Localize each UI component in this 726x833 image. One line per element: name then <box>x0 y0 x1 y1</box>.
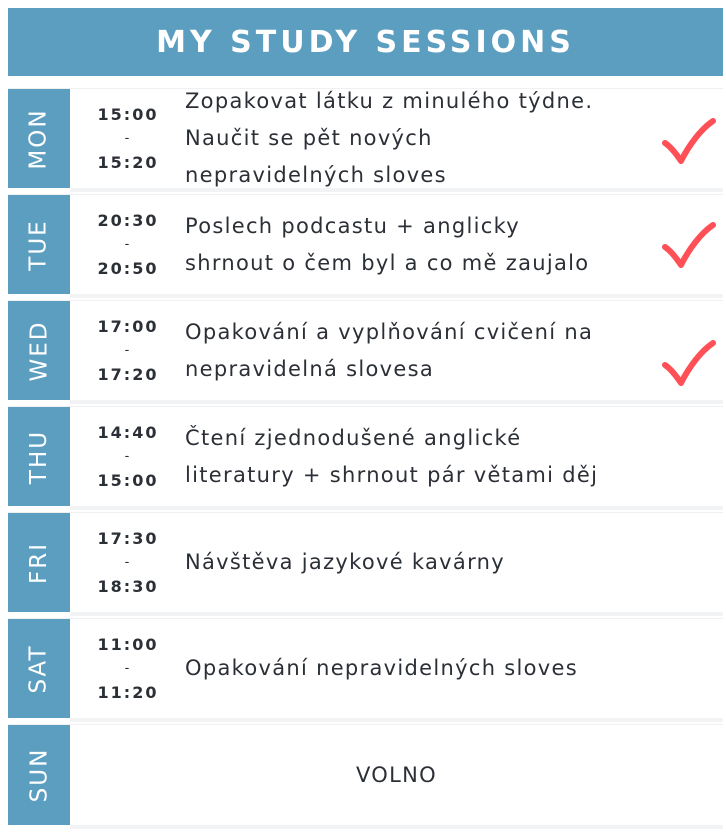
day-cell-tue <box>8 195 70 294</box>
task-text: Zopakovat látku z minulého týdne. Naučit se pět nových nepravidelných sloves <box>185 89 594 187</box>
end-time: 17:20 <box>97 365 159 384</box>
day-cell-sat <box>8 619 70 718</box>
day-label: TUE <box>25 218 52 271</box>
task-text: Opakování a vyplňování cvičení na nepravidelná slovesa <box>185 319 594 381</box>
session-row-sat <box>8 618 723 718</box>
day-label: MON <box>26 107 52 170</box>
start-time: 20:30 <box>97 211 159 230</box>
time-separator: - <box>124 343 132 358</box>
end-time: 18:30 <box>97 577 159 596</box>
time-range <box>80 195 176 294</box>
time-range <box>80 407 176 506</box>
time-range <box>80 89 176 188</box>
day-cell-fri <box>8 513 70 612</box>
session-row-wed <box>8 300 723 400</box>
start-time: 17:00 <box>97 317 159 336</box>
page-title: MY STUDY SESSIONS <box>156 24 575 60</box>
time-separator: - <box>124 449 132 464</box>
day-cell-sun <box>8 725 70 825</box>
task-text: Poslech podcastu + anglicky shrnout o čem byl a co mě zaujalo <box>185 213 590 275</box>
time-separator: - <box>124 131 132 146</box>
day-label: SUN <box>25 747 52 803</box>
day-label: FRI <box>26 541 52 584</box>
session-row-thu <box>8 406 723 506</box>
session-row-tue <box>8 194 723 294</box>
start-time: 15:00 <box>97 105 159 124</box>
time-separator: - <box>124 237 132 252</box>
day-cell-wed <box>8 301 70 400</box>
day-label: WED <box>25 320 52 381</box>
time-range <box>80 619 176 718</box>
page-header <box>8 8 723 76</box>
day-cell-mon <box>8 89 70 188</box>
start-time: 11:00 <box>97 635 159 654</box>
task-text: Čtení zjednodušené anglické literatury + shrnout pár větami děj <box>185 425 599 487</box>
time-separator: - <box>124 661 132 676</box>
time-range <box>80 301 176 400</box>
day-label: SAT <box>26 643 52 694</box>
check-mark-icon <box>661 339 717 387</box>
session-row-mon <box>8 88 723 188</box>
time-separator: - <box>124 555 132 570</box>
task-text: VOLNO <box>356 762 437 787</box>
day-cell-thu <box>8 407 70 506</box>
start-time: 17:30 <box>97 529 159 548</box>
session-row-sun <box>8 724 723 825</box>
check-mark-icon <box>661 221 717 269</box>
day-label: THU <box>26 429 52 484</box>
end-time: 11:20 <box>97 683 159 702</box>
session-row-fri <box>8 512 723 612</box>
check-mark-icon <box>661 117 717 165</box>
task-text: Opakování nepravidelných sloves <box>185 656 578 680</box>
end-time: 15:20 <box>97 153 159 172</box>
end-time: 20:50 <box>97 259 159 278</box>
task-text: Návštěva jazykové kavárny <box>185 550 505 574</box>
time-range <box>80 513 176 612</box>
start-time: 14:40 <box>97 423 159 442</box>
end-time: 15:00 <box>97 471 159 490</box>
